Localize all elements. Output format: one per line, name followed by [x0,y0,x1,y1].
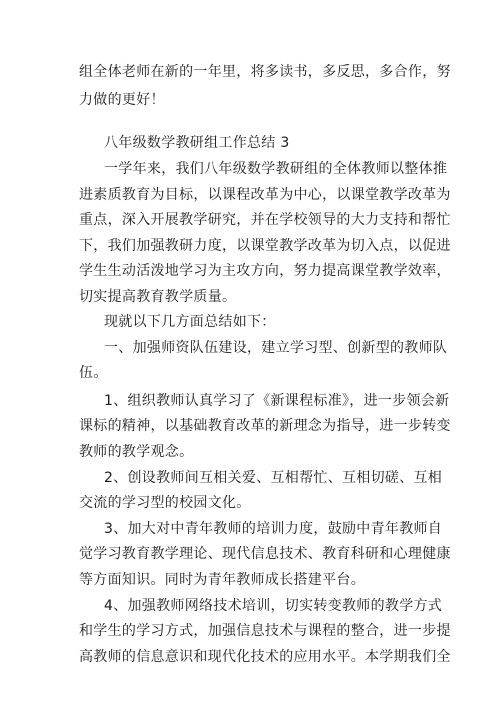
paragraph-line: 下，我们加强教研力度，以课堂教学改革为切入点，以促进 [79,238,451,254]
paragraph-line: 课标的精神，以基础教育改革的新理念为指导，进一步转变 [79,418,451,434]
paragraph-line: 交流的学习型的校园文化。 [79,495,251,511]
paragraph-line: 学生生动活泼地学习为主攻方向，努力提高课堂教学效率， [79,263,451,279]
paragraph-line: 教师的教学观念。 [79,444,194,460]
paragraph-line: 和学生的学习方式，加强信息技术与课程的整合，进一步提 [79,623,451,639]
paragraph-line: 重点，深入开展教学研究，并在学校领导的大力支持和帮忙 [79,212,451,228]
paragraph-line: 1、组织教师认真学习了《新课程标准》，进一步领会新 [104,393,450,409]
paragraph-line: 4、加强教师网络技术培训，切实转变教师的教学方式 [104,598,443,614]
paragraph-line: 伍。 [79,365,108,381]
paragraph-line: 高教师的信息意识和现代化技术的应用水平。本学期我们全 [79,649,451,665]
paragraph-line: 进素质教育为目标，以课程改革为中心，以课堂教学改革为 [79,187,451,203]
paragraph-line: 一学年来，我们八年级数学教研组的全体教师以整体推 [104,161,448,177]
section-heading: 八年级数学教研组工作总结 3 [104,135,290,151]
text-line: 组全体老师在新的一年里，将多读书，多反思，多合作，努 [79,64,451,80]
paragraph-line: 现就以下几方面总结如下： [104,314,276,330]
paragraph-line: 3、加大对中青年教师的培训力度，鼓励中青年教师自 [104,521,443,537]
paragraph-line: 切实提高教育教学质量。 [79,289,237,305]
paragraph-line: 2、创设教师间互相关爱、互相帮忙、互相切磋、互相 [104,470,443,486]
paragraph-line: 觉学习教育教学理论、现代信息技术、教育科研和心理健康 [79,546,451,562]
text-line: 力做的更好！ [79,92,165,108]
paragraph-line: 等方面知识。同时为青年教师成长搭建平台。 [79,572,365,588]
paragraph-line: 一、加强师资队伍建设，建立学习型、创新型的教师队 [104,340,448,356]
